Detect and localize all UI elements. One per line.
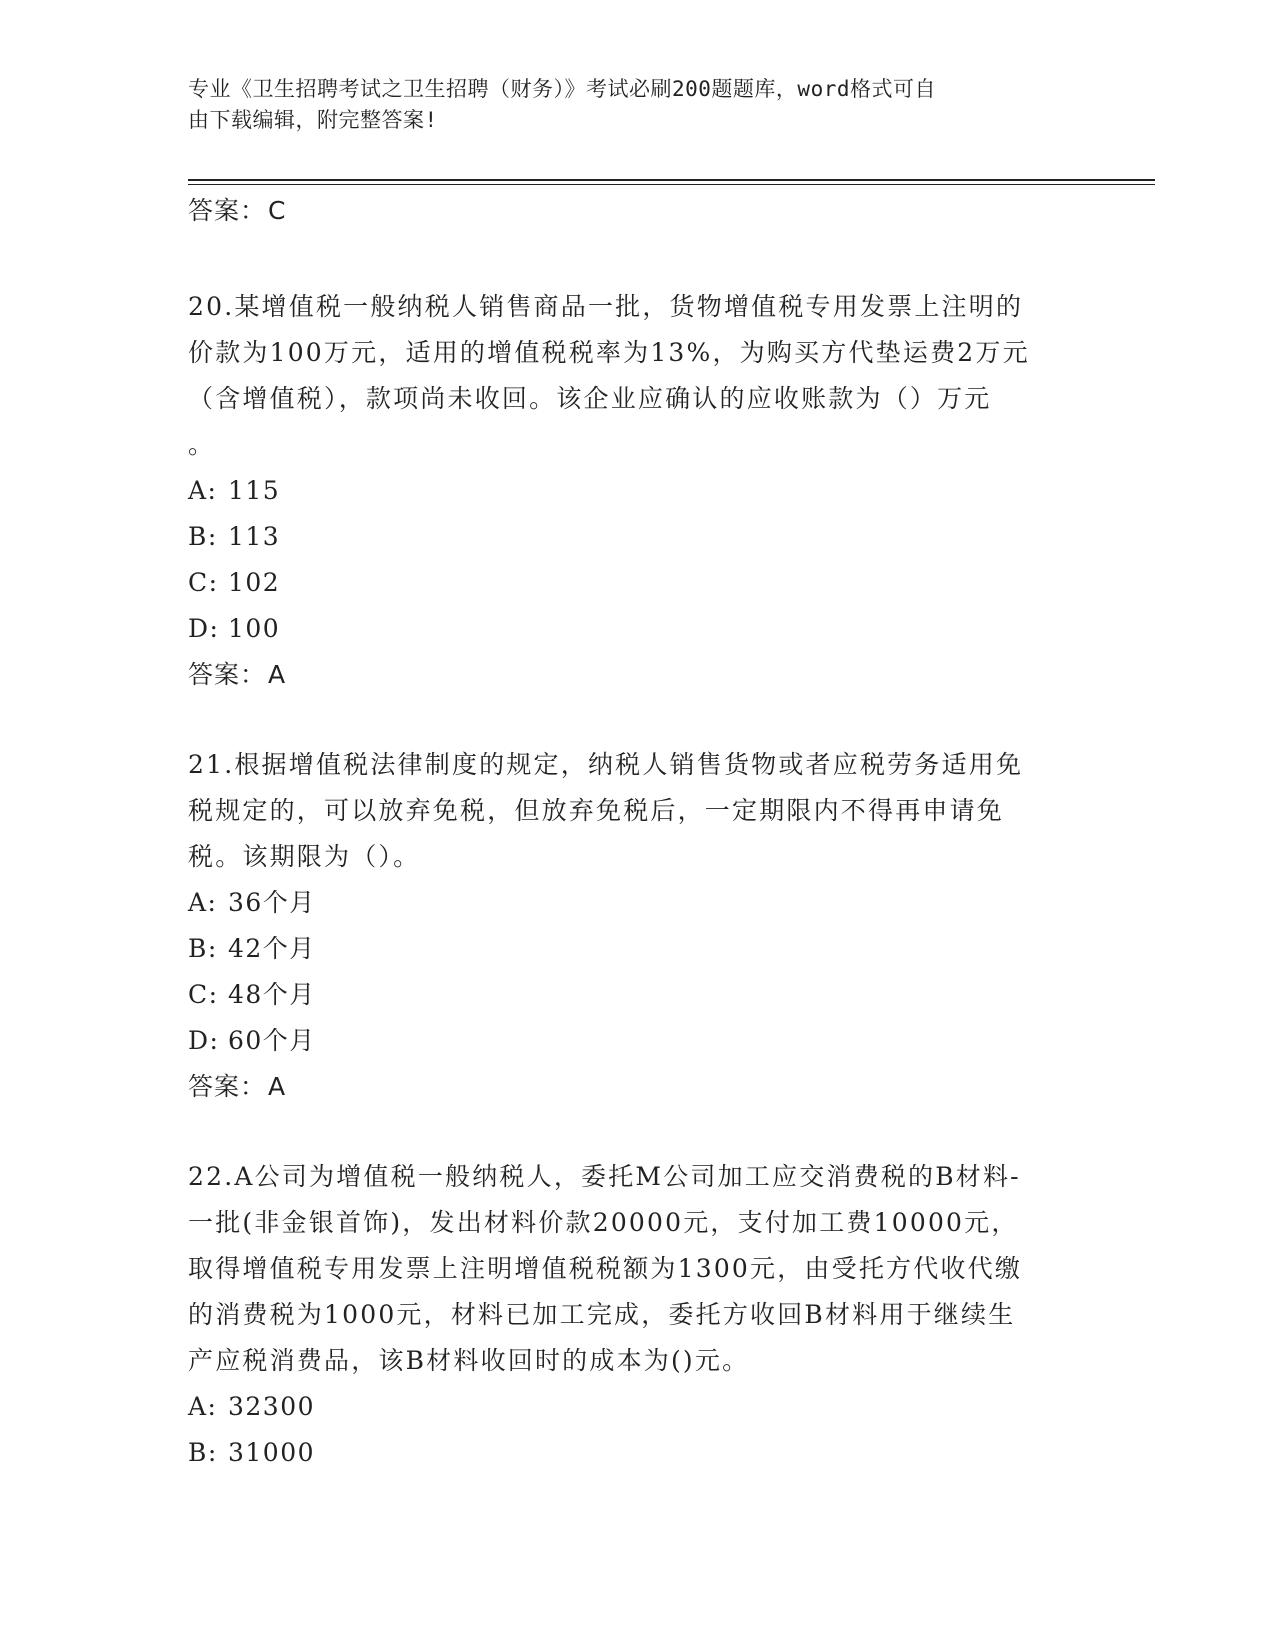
- answer-line: 答案：A: [188, 660, 287, 689]
- question-20: [188, 284, 1088, 422]
- question-text-line: 21.根据增值税法律制度的规定，纳税人销售货物或者应税劳务适用免: [188, 750, 1024, 779]
- question-list: [188, 188, 1088, 1476]
- answer-line: 答案：A: [188, 1072, 287, 1101]
- header-line-2: 由下载编辑，附完整答案!: [188, 108, 438, 132]
- answer-value: C: [268, 196, 287, 225]
- header-line-1: 专业《卫生招聘考试之卫生招聘（财务）》考试必刷200题题库，word格式可自: [188, 77, 936, 101]
- option-b: B: 113: [188, 522, 281, 551]
- question-text-line: 20.某增值税一般纳税人销售商品一批，货物增值税专用发票上注明的: [188, 292, 1024, 321]
- option-b: B: 31000: [188, 1438, 316, 1467]
- option-d: D: 100: [188, 614, 281, 643]
- option-a: A: 32300: [188, 1392, 316, 1421]
- question-text-line: 22.A公司为增值税一般纳税人，委托M公司加工应交消费税的B材料-: [188, 1162, 1021, 1191]
- option-a: A: 115: [188, 476, 281, 505]
- question-text-line: （含增值税），款项尚未收回。该企业应确认的应收账款为（）万元: [188, 384, 992, 413]
- header-divider-thin: [188, 184, 1155, 185]
- option-c: C: 48个月: [188, 980, 316, 1009]
- option-a: A: 36个月: [188, 888, 316, 917]
- option-d: D: 60个月: [188, 1026, 316, 1055]
- header-divider-thick: [188, 179, 1155, 181]
- question-text-tail: 。: [188, 430, 214, 459]
- question-text-line: 的消费税为1000元，材料已加工完成，委托方收回B材料用于继续生: [188, 1300, 1016, 1329]
- question-text-line: 一批(非金银首饰)，发出材料价款20000元，支付加工费10000元，: [188, 1208, 1019, 1237]
- option-c: C: 102: [188, 568, 281, 597]
- question-21: [188, 742, 1088, 880]
- question-22: [188, 1154, 1088, 1384]
- question-text-line: 产应税消费品，该B材料收回时的成本为()元。: [188, 1346, 750, 1375]
- answer-value: A: [268, 660, 287, 689]
- question-text-line: 税规定的，可以放弃免税，但放弃免税后，一定期限内不得再申请免: [188, 796, 1005, 825]
- answer-line: 答案：C: [188, 196, 287, 225]
- question-text-line: 税。该期限为（）。: [188, 842, 421, 871]
- question-text-line: 价款为100万元，适用的增值税税率为13%，为购买方代垫运费2万元: [188, 338, 1030, 367]
- answer-value: A: [268, 1072, 287, 1101]
- document-header: [188, 74, 1068, 136]
- option-b: B: 42个月: [188, 934, 316, 963]
- question-text-line: 取得增值税专用发票上注明增值税税额为1300元，由受托方代收代缴: [188, 1254, 1023, 1283]
